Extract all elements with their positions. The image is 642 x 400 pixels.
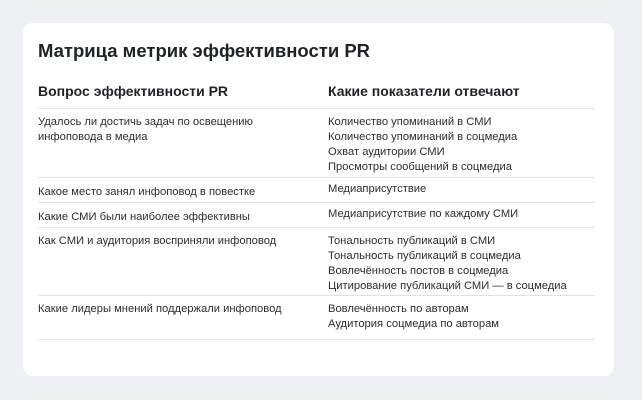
metric-item: Медиаприсутствие xyxy=(328,183,427,195)
metric-item: Аудитория соцмедиа по авторам xyxy=(328,318,499,330)
table-row xyxy=(38,178,595,203)
metric-item: Цитирование публикаций СМИ — в соцмедиа xyxy=(328,280,567,292)
question-cell xyxy=(38,115,328,177)
metrics-card xyxy=(23,23,614,376)
metrics-cell xyxy=(328,182,595,202)
question-cell xyxy=(38,234,328,295)
question-line: Какие СМИ были наиболее эффективны xyxy=(38,211,250,223)
question-line: Какие лидеры мнений поддержали инфоповод xyxy=(38,303,282,315)
table-row xyxy=(38,203,595,228)
question-cell xyxy=(38,185,328,202)
question-line: Как СМИ и аудитория восприняли инфоповод xyxy=(38,235,277,247)
header-metrics: Какие показатели отвечают xyxy=(328,83,520,99)
metrics-cell xyxy=(328,234,595,295)
question-line: Какое место занял инфоповод в повестке xyxy=(38,186,256,198)
metric-item: Вовлечённость по авторам xyxy=(328,303,469,315)
table-header-row xyxy=(38,79,595,109)
metric-item: Медиаприсутствие по каждому СМИ xyxy=(328,208,519,220)
metric-item: Вовлечённость постов в соцмедиа xyxy=(328,265,509,277)
header-question: Вопрос эффективности PR xyxy=(38,83,229,99)
metric-item: Охват аудитории СМИ xyxy=(328,146,445,158)
table-row xyxy=(38,109,595,178)
metrics-table xyxy=(38,79,595,340)
metric-item: Количество упоминаний в соцмедиа xyxy=(328,131,518,143)
metric-item: Количество упоминаний в СМИ xyxy=(328,116,492,128)
metric-item: Просмотры сообщений в соцмедиа xyxy=(328,161,512,173)
question-cell xyxy=(38,210,328,227)
question-line: Удалось ли достичь задач по освещению xyxy=(38,116,253,128)
table-row xyxy=(38,228,595,296)
metric-item: Тональность публикаций в соцмедиа xyxy=(328,250,521,262)
question-line: инфоповода в медиа xyxy=(38,131,148,143)
question-cell xyxy=(38,302,328,339)
metrics-cell xyxy=(328,207,595,227)
metrics-cell xyxy=(328,302,595,339)
table-row xyxy=(38,296,595,340)
page-title: Матрица метрик эффективности PR xyxy=(38,40,371,61)
metrics-cell xyxy=(328,115,595,177)
metric-item: Тональность публикаций в СМИ xyxy=(328,235,496,247)
